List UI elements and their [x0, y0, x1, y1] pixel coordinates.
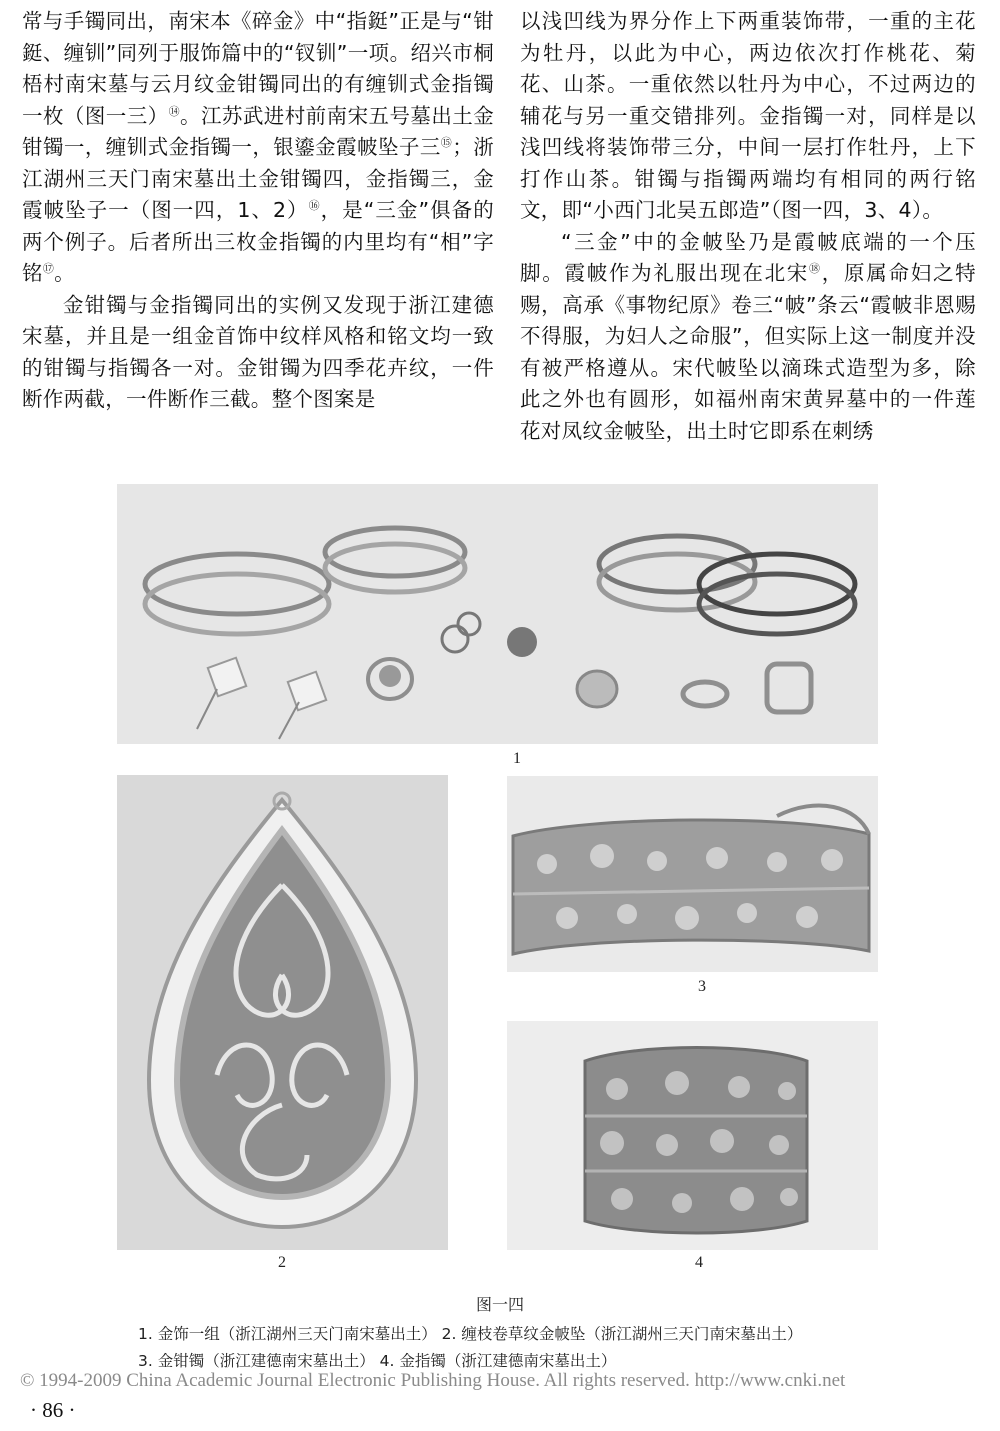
finger-ring-illustration [507, 1021, 878, 1250]
plate-number-4: 4 [695, 1254, 703, 1271]
footnote-ref[interactable]: ⑮ [440, 136, 453, 149]
paragraph: 金钳镯与金指镯同出的实例又发现于浙江建德宋墓，并且是一组金首饰中纹样风格和铭文均一致的钳镯与指镯各一对。金钳镯为四季花卉纹，一件断作两截，一件断作三截。整个图案是 [22, 292, 494, 411]
paragraph: “三金”中的金帔坠乃是霞帔底端的一个压脚。霞帔作为礼服出现在北宋⑱，原属命妇之特赐，高承《事物纪原》卷三“帔”条云“霞帔非恩赐不得服，为妇人之命服”，但实际上这一制度并没有被严格遵从。宋代帔坠以滴珠式造型为多，除此之外也有圆形，如福州南宋黄昇墓中的一件莲花对凤纹金帔坠，出土时它即系在刺绣 [520, 229, 976, 443]
right-text-column [520, 6, 976, 447]
left-text-column [22, 6, 494, 416]
plate-number-1: 1 [513, 750, 521, 767]
photo-gold-pendant [117, 775, 448, 1250]
photo-gold-bracelet [507, 776, 878, 972]
paragraph: 以浅凹线为界分作上下两重装饰带，一重的主花为牡丹，以此为中心，两边依次打作桃花、菊花、山茶。一重依然以牡丹为中心，不过两边的辅花与另一重交错排列。金指镯一对，同样是以浅凹线将装饰带三分，中间一层打作牡丹，上下打作山茶。钳镯与指镯两端均有相同的两行铭文，即“小西门北吴五郎造”（图一四，3、4）。 [520, 9, 976, 222]
plate-number-3: 3 [698, 978, 706, 995]
page-number: · 86 · [30, 1398, 76, 1422]
teardrop-pendant-illustration [117, 775, 448, 1250]
bracelet-illustration [507, 776, 878, 972]
copyright-notice: © 1994-2009 China Academic Journal Electronic Publishing House. All rights reserved. http://www.cnki.net [20, 1370, 846, 1391]
figure-caption-line-1: 1. 金饰一组（浙江湖州三天门南宋墓出土） 2. 缠枝卷草纹金帔坠（浙江湖州三天门南宋墓出土） [138, 1325, 803, 1343]
plate-number-2: 2 [278, 1254, 286, 1271]
footnote-ref[interactable]: ⑱ [809, 262, 822, 275]
footnote-ref[interactable]: ⑭ [168, 104, 181, 118]
figure-caption-line-2: 3. 金钳镯（浙江建德南宋墓出土） 4. 金指镯（浙江建德南宋墓出土） [138, 1352, 617, 1370]
photo-gold-ornaments-group [117, 484, 878, 744]
photo-gold-finger-ring [507, 1021, 878, 1250]
bracelets-rings-illustration [117, 484, 878, 744]
paragraph: 常与手镯同出，南宋本《碎金》中“指鋌”正是与“钳鋌、缠钏”同列于服饰篇中的“钗钏”一项。绍兴市桐梧村南宋墓与云月纹金钳镯同出的有缠钏式金指镯一枚（图一三）⑭。江苏武进村前南宋五号墓出土金钳镯一，缠钏式金指镯一，银鎏金霞帔坠子三⑮；浙江湖州三天门南宋墓出土金钳镯四，金指镯三，金霞帔坠子一（图一四，1、2）⑯，是“三金”俱备的两个例子。后者所出三枚金指镯的内里均有“相”字铭⑰。 [22, 9, 495, 285]
figure-title: 图一四 [475, 1295, 524, 1314]
footnote-ref[interactable]: ⑰ [42, 262, 55, 275]
footnote-ref[interactable]: ⑯ [308, 199, 321, 212]
